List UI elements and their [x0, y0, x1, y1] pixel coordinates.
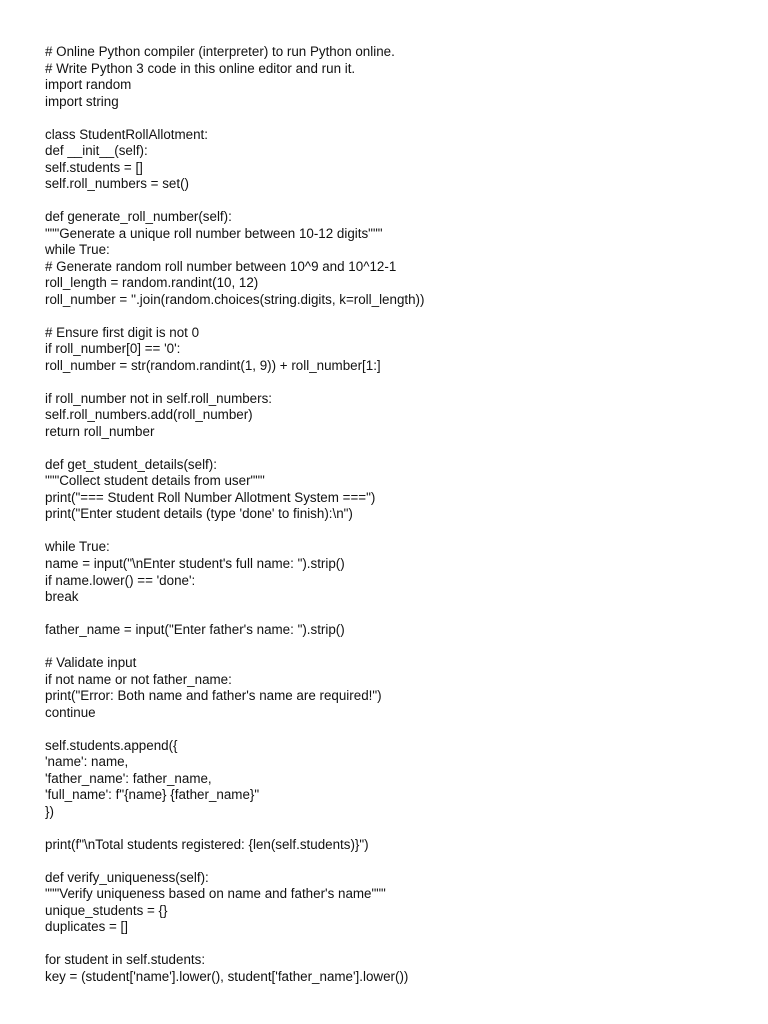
code-line: # Ensure first digit is not 0	[45, 324, 200, 340]
code-line: continue	[45, 704, 96, 720]
code-line: key = (student['name'].lower(), student['father_name'].lower())	[45, 968, 409, 984]
code-line: self.roll_numbers = set()	[45, 176, 190, 192]
code-line: # Generate random roll number between 10^9 and 10^12-1	[45, 258, 397, 274]
code-line: while True:	[45, 539, 110, 555]
blank-line	[45, 193, 745, 210]
code-line: # Write Python 3 code in this online editor and run it.	[45, 60, 356, 76]
blank-line	[45, 639, 745, 656]
blank-line	[45, 110, 745, 127]
code-line: self.roll_numbers.add(roll_number)	[45, 407, 253, 423]
code-line: if roll_number[0] == '0':	[45, 341, 181, 357]
code-line: """Collect student details from user"""	[45, 473, 265, 489]
code-line: def __init__(self):	[45, 143, 148, 159]
code-line: while True:	[45, 242, 110, 258]
blank-line	[45, 820, 745, 837]
code-line: father_name = input("Enter father's name: ").strip()	[45, 622, 345, 638]
code-line: if not name or not father_name:	[45, 671, 232, 687]
code-line: return roll_number	[45, 423, 155, 439]
blank-line	[45, 308, 745, 325]
code-line: """Generate a unique roll number between 10-12 digits"""	[45, 225, 383, 241]
code-line: if roll_number not in self.roll_numbers:	[45, 390, 273, 406]
code-line: print("Enter student details (type 'done' to finish):\n")	[45, 506, 353, 522]
code-text-block	[45, 44, 745, 985]
code-line: 'full_name': f"{name} {father_name}"	[45, 787, 260, 803]
blank-line	[45, 936, 745, 953]
blank-line	[45, 606, 745, 623]
blank-line	[45, 853, 745, 870]
code-line: # Validate input	[45, 655, 137, 671]
blank-line	[45, 374, 745, 391]
code-line: self.students.append({	[45, 737, 178, 753]
code-line: print("=== Student Roll Number Allotment System ===")	[45, 489, 376, 505]
code-line: # Online Python compiler (interpreter) to run Python online.	[45, 44, 395, 59]
blank-line	[45, 440, 745, 457]
code-line: roll_number = ''.join(random.choices(string.digits, k=roll_length))	[45, 291, 425, 307]
code-line: unique_students = {}	[45, 902, 168, 918]
code-line: print(f"\nTotal students registered: {len(self.students)}")	[45, 836, 369, 852]
code-line: roll_length = random.randint(10, 12)	[45, 275, 259, 291]
blank-line	[45, 721, 745, 738]
code-line: def generate_roll_number(self):	[45, 209, 232, 225]
code-line: })	[45, 803, 54, 819]
code-line: def get_student_details(self):	[45, 456, 217, 472]
code-line: class StudentRollAllotment:	[45, 126, 208, 142]
code-line: print("Error: Both name and father's name are required!")	[45, 688, 382, 704]
code-line: if name.lower() == 'done':	[45, 572, 196, 588]
code-line: import random	[45, 77, 132, 93]
code-line: self.students = []	[45, 159, 143, 175]
code-line: """Verify uniqueness based on name and father's name"""	[45, 886, 386, 902]
code-line: def verify_uniqueness(self):	[45, 869, 209, 885]
blank-line	[45, 523, 745, 540]
code-line: for student in self.students:	[45, 952, 206, 968]
code-line: roll_number = str(random.randint(1, 9)) + roll_number[1:]	[45, 357, 381, 373]
code-line: name = input("\nEnter student's full name: ").strip()	[45, 555, 345, 571]
code-line: 'father_name': father_name,	[45, 770, 212, 786]
code-line: 'name': name,	[45, 754, 129, 770]
code-line: import string	[45, 93, 119, 109]
code-line: break	[45, 589, 79, 605]
code-line: duplicates = []	[45, 919, 128, 935]
